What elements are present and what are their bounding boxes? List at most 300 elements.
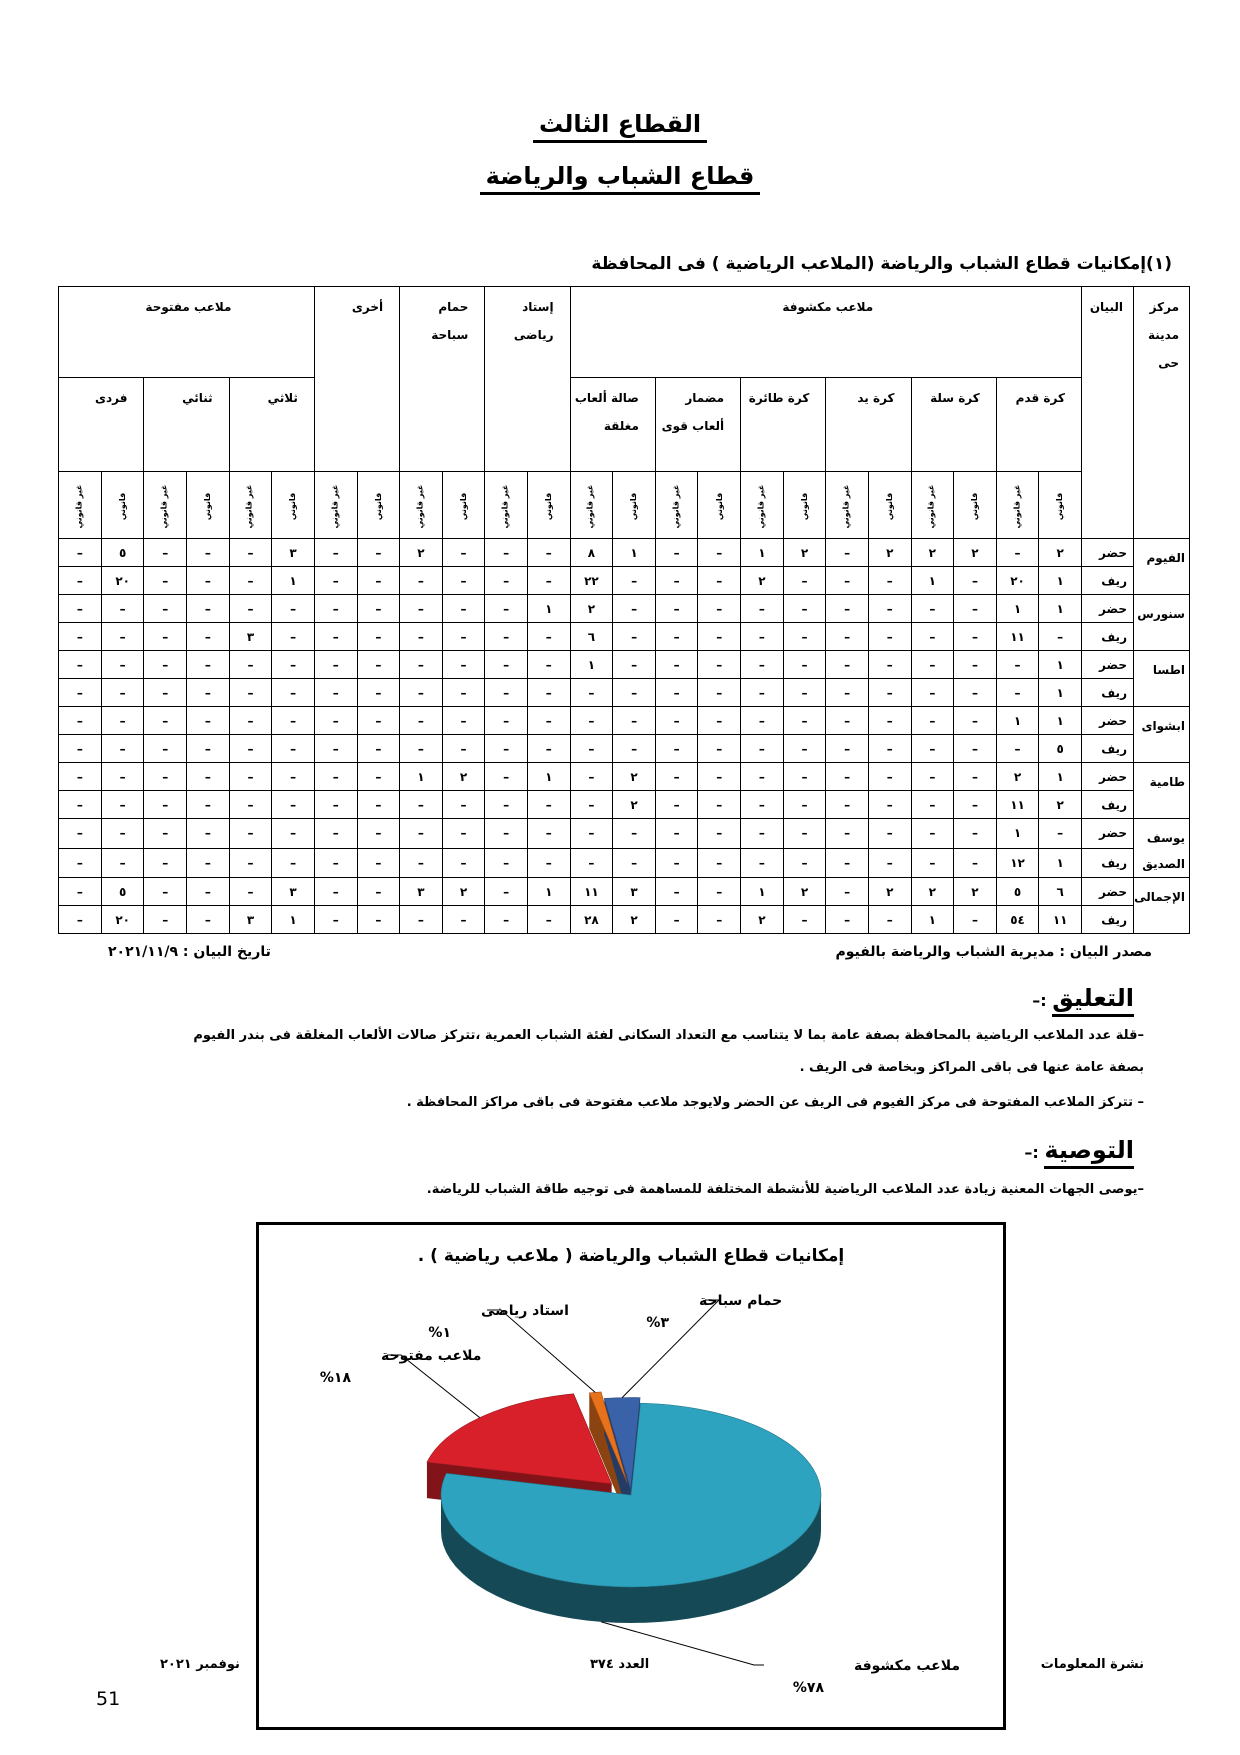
table-cell: –: [101, 595, 144, 623]
table-cell: –: [272, 623, 315, 651]
table-cell: –: [783, 819, 826, 849]
col-label-illegal: غير قانوني: [671, 484, 681, 529]
table-cell: –: [272, 735, 315, 763]
page-number: 51: [96, 1688, 121, 1710]
table-cell: ١: [996, 819, 1039, 849]
table-cell: –: [911, 651, 954, 679]
col-label-legal: قانوني: [629, 492, 639, 521]
table-row: [59, 623, 1190, 651]
table-cell: –: [144, 735, 187, 763]
table-cell: –: [229, 819, 272, 849]
table-cell: –: [314, 763, 357, 791]
table-cell: –: [442, 819, 485, 849]
table-cell: –: [911, 679, 954, 707]
table-cell: –: [783, 623, 826, 651]
table-cell: ١٢: [996, 848, 1039, 878]
table-cell: –: [527, 651, 570, 679]
table-cell: –: [442, 595, 485, 623]
table-cell: –: [613, 623, 656, 651]
table-cell: –: [442, 623, 485, 651]
page-title: القطاع الثالث: [0, 110, 1240, 138]
table-cell: –: [698, 848, 741, 878]
table-cell: –: [400, 735, 443, 763]
table-cell: –: [272, 848, 315, 878]
table-cell: –: [570, 735, 613, 763]
table-cell: –: [485, 878, 528, 906]
table-cell: –: [868, 906, 911, 934]
table-cell: ٢: [613, 906, 656, 934]
table-cell: –: [187, 763, 230, 791]
table-cell: –: [783, 735, 826, 763]
table-row: [59, 791, 1190, 819]
table-cell: –: [144, 539, 187, 567]
footer-publication: نشرة المعلومات: [1040, 1657, 1144, 1672]
table-cell: –: [357, 848, 400, 878]
data-date: تاريخ البيان : ٢٠٢١/١١/٩: [108, 944, 271, 960]
table-cell: –: [144, 819, 187, 849]
table-cell: ١١: [996, 791, 1039, 819]
table-cell: –: [1039, 623, 1082, 651]
table-cell: –: [357, 567, 400, 595]
table-cell: –: [442, 651, 485, 679]
table-cell: –: [698, 679, 741, 707]
row-kind: ريف: [1081, 567, 1133, 595]
table-cell: ٢٢: [570, 567, 613, 595]
table-cell: –: [442, 567, 485, 595]
table-cell: –: [613, 819, 656, 849]
group-covered: ملاعب مكشوفة: [570, 287, 1081, 378]
table-cell: –: [357, 651, 400, 679]
table-row: [59, 906, 1190, 934]
pie-label-2: استاد رياضى: [481, 1303, 569, 1319]
table-cell: –: [655, 651, 698, 679]
table-cell: –: [229, 878, 272, 906]
table-cell: ٣: [229, 906, 272, 934]
table-cell: –: [826, 707, 869, 735]
table-cell: –: [485, 819, 528, 849]
table-cell: –: [570, 763, 613, 791]
table-cell: –: [826, 623, 869, 651]
table-cell: –: [741, 791, 784, 819]
table-cell: ٢٨: [570, 906, 613, 934]
table-cell: –: [187, 651, 230, 679]
table-cell: –: [442, 791, 485, 819]
col-label-legal: قانوني: [800, 492, 810, 521]
table-cell: –: [911, 623, 954, 651]
table-cell: –: [868, 623, 911, 651]
table-cell: –: [442, 848, 485, 878]
table-cell: –: [59, 651, 102, 679]
table-cell: ٢: [954, 539, 997, 567]
group-open: ملاعب مفتوحة: [59, 287, 315, 378]
col-label-illegal: غير قانوني: [585, 484, 595, 529]
table-row: [59, 651, 1190, 679]
table-cell: –: [698, 567, 741, 595]
table-cell: –: [741, 763, 784, 791]
table-cell: –: [826, 735, 869, 763]
pie-leader-1: [387, 1355, 480, 1418]
table-cell: –: [826, 763, 869, 791]
table-cell: –: [527, 791, 570, 819]
table-cell: –: [144, 567, 187, 595]
group-other: أخرى: [314, 287, 399, 472]
table-cell: –: [954, 763, 997, 791]
table-cell: –: [485, 707, 528, 735]
table-cell: –: [314, 819, 357, 849]
table-cell: –: [826, 819, 869, 849]
table-cell: –: [911, 763, 954, 791]
table-cell: –: [996, 679, 1039, 707]
comment-line-3: – تتركز الملاعب المفتوحة فى مركز الفيوم فى الريف عن الحضر ولايوجد ملاعب مفتوحة فى باقى مراكز المحافظة .: [406, 1095, 1144, 1110]
table-cell: ٢: [442, 763, 485, 791]
table-cell: ١: [996, 707, 1039, 735]
table-cell: –: [101, 623, 144, 651]
covered-sub-0: كرة قدم: [996, 378, 1081, 472]
table-cell: ١: [911, 567, 954, 595]
table-cell: ٢: [741, 906, 784, 934]
data-source: مصدر البيان : مديرية الشباب والرياضة بالفيوم: [835, 944, 1152, 960]
pie-leader-2: [487, 1310, 595, 1392]
table-cell: –: [741, 735, 784, 763]
table-cell: –: [314, 595, 357, 623]
covered-sub-3: كرة طائرة: [741, 378, 826, 472]
table-cell: –: [655, 679, 698, 707]
table-row: [59, 735, 1190, 763]
table-cell: ١: [527, 595, 570, 623]
table-cell: –: [996, 539, 1039, 567]
table-cell: ٦: [1039, 878, 1082, 906]
table-cell: –: [826, 651, 869, 679]
table-cell: –: [527, 567, 570, 595]
table-cell: ١: [1039, 848, 1082, 878]
table-cell: –: [570, 819, 613, 849]
table-cell: –: [400, 848, 443, 878]
col-label-illegal: غير قانوني: [841, 484, 851, 529]
covered-sub-5: صالة ألعاب مغلقة: [570, 378, 655, 472]
col-label-illegal: غير قانوني: [159, 484, 169, 529]
row-kind: ريف: [1081, 848, 1133, 878]
table-cell: ١: [741, 878, 784, 906]
row-center-name: طامية: [1133, 763, 1189, 819]
table-cell: –: [357, 791, 400, 819]
table-row: [59, 679, 1190, 707]
table-row: [59, 819, 1190, 849]
table-cell: –: [826, 567, 869, 595]
table-cell: –: [59, 679, 102, 707]
col-label-legal: قانوني: [288, 492, 298, 521]
pie-pct-label-1: %١٨: [319, 1370, 351, 1386]
sports-facilities-table: [58, 286, 1190, 934]
table-cell: –: [527, 707, 570, 735]
table-cell: –: [613, 651, 656, 679]
table-cell: –: [400, 679, 443, 707]
table-cell: –: [954, 906, 997, 934]
table-cell: ٢: [741, 567, 784, 595]
table-cell: –: [59, 906, 102, 934]
table-cell: –: [613, 848, 656, 878]
table-cell: –: [655, 539, 698, 567]
table-cell: –: [101, 791, 144, 819]
pie-pct-label-2: %١: [428, 1325, 451, 1341]
table-cell: –: [783, 763, 826, 791]
table-cell: –: [400, 791, 443, 819]
table-cell: ٥٤: [996, 906, 1039, 934]
row-center-name: الفيوم: [1133, 539, 1189, 595]
table-cell: –: [954, 707, 997, 735]
table-cell: ١: [1039, 763, 1082, 791]
table-cell: –: [655, 906, 698, 934]
table-cell: –: [314, 651, 357, 679]
row-center-name: الإجمالى: [1133, 878, 1189, 934]
open-sub-1: ثنائي: [144, 378, 229, 472]
table-cell: –: [229, 763, 272, 791]
table-row: [59, 878, 1190, 906]
table-cell: –: [613, 595, 656, 623]
pie-chart: [256, 1222, 1006, 1730]
col-label-legal: قانوني: [885, 492, 895, 521]
col-label-legal: قانوني: [714, 492, 724, 521]
table-row: [59, 539, 1190, 567]
table-cell: ٢: [1039, 791, 1082, 819]
table-cell: –: [826, 906, 869, 934]
table-cell: ٣: [272, 878, 315, 906]
table-cell: –: [314, 679, 357, 707]
head-statement: البيان: [1081, 287, 1133, 539]
table-cell: –: [655, 623, 698, 651]
table-cell: –: [1039, 819, 1082, 849]
table-row: [59, 595, 1190, 623]
footer-issue: العدد ٣٧٤: [590, 1657, 650, 1672]
table-cell: –: [826, 539, 869, 567]
table-cell: –: [357, 878, 400, 906]
table-cell: –: [187, 819, 230, 849]
table-cell: –: [613, 707, 656, 735]
table-cell: –: [59, 763, 102, 791]
table-cell: –: [698, 906, 741, 934]
table-cell: –: [314, 735, 357, 763]
row-kind: ريف: [1081, 679, 1133, 707]
col-label-illegal: غير قانوني: [330, 484, 340, 529]
table-cell: ٢: [400, 539, 443, 567]
table-cell: –: [485, 567, 528, 595]
table-cell: –: [826, 848, 869, 878]
table-cell: –: [144, 791, 187, 819]
table-cell: –: [954, 791, 997, 819]
table-cell: –: [357, 623, 400, 651]
table-cell: –: [144, 595, 187, 623]
table-cell: ٨: [570, 539, 613, 567]
table-cell: –: [187, 878, 230, 906]
table-cell: –: [400, 819, 443, 849]
pie-label-0: ملاعب مكشوفة: [854, 1658, 961, 1674]
table-cell: –: [59, 707, 102, 735]
table-cell: –: [527, 848, 570, 878]
table-cell: –: [911, 791, 954, 819]
table-cell: –: [314, 539, 357, 567]
comment-heading: التعليق :–: [1032, 984, 1134, 1012]
head-center: مركز مدينة حى: [1133, 287, 1189, 539]
table-cell: ١١: [996, 623, 1039, 651]
table-cell: –: [442, 707, 485, 735]
table-cell: –: [59, 848, 102, 878]
table-cell: ٣: [229, 623, 272, 651]
table-cell: –: [826, 791, 869, 819]
table-cell: –: [101, 679, 144, 707]
table-cell: –: [954, 651, 997, 679]
table-cell: –: [144, 623, 187, 651]
table-cell: –: [783, 791, 826, 819]
table-cell: ٥: [996, 878, 1039, 906]
table-row: [59, 848, 1190, 878]
table-cell: –: [314, 848, 357, 878]
table-cell: –: [229, 848, 272, 878]
table-cell: –: [229, 651, 272, 679]
table-cell: –: [272, 595, 315, 623]
table-cell: –: [954, 679, 997, 707]
table-cell: ٢: [911, 878, 954, 906]
group-pool: حمام سباحة: [400, 287, 485, 472]
row-center-name: يوسف الصديق: [1133, 819, 1189, 878]
row-kind: ريف: [1081, 623, 1133, 651]
table-cell: –: [101, 735, 144, 763]
table-cell: –: [442, 735, 485, 763]
footer-date: نوفمبر ٢٠٢١: [160, 1657, 240, 1672]
table-cell: –: [954, 819, 997, 849]
table-cell: ٢: [442, 878, 485, 906]
col-label-legal: قانوني: [1055, 492, 1065, 521]
table-cell: –: [485, 763, 528, 791]
table-cell: –: [357, 539, 400, 567]
table-cell: ١: [1039, 651, 1082, 679]
table-cell: –: [868, 595, 911, 623]
table-cell: –: [783, 906, 826, 934]
table-cell: –: [954, 567, 997, 595]
table-cell: –: [868, 791, 911, 819]
table-cell: ١: [527, 763, 570, 791]
table-cell: –: [59, 819, 102, 849]
comment-line-2: بصفة عامة عنها فى باقى المراكز وبخاصة فى الريف .: [799, 1060, 1144, 1075]
table-cell: –: [229, 595, 272, 623]
table-cell: –: [741, 819, 784, 849]
table-cell: –: [400, 595, 443, 623]
table-cell: ١: [741, 539, 784, 567]
table-cell: –: [868, 763, 911, 791]
table-cell: –: [527, 539, 570, 567]
table-cell: ٢: [783, 878, 826, 906]
table-cell: –: [868, 707, 911, 735]
row-center-name: سنورس: [1133, 595, 1189, 651]
table-cell: ٢: [1039, 539, 1082, 567]
table-cell: –: [783, 679, 826, 707]
table-cell: ١: [613, 539, 656, 567]
table-cell: ١: [272, 906, 315, 934]
table-cell: –: [783, 567, 826, 595]
table-cell: –: [783, 595, 826, 623]
table-cell: ٢٠: [101, 906, 144, 934]
table-cell: ٢: [868, 539, 911, 567]
table-cell: –: [655, 567, 698, 595]
table-cell: –: [229, 567, 272, 595]
table-cell: –: [187, 595, 230, 623]
table-cell: –: [101, 848, 144, 878]
table-cell: –: [868, 819, 911, 849]
table-row: [59, 763, 1190, 791]
group-stadium: إستاد رياضى: [485, 287, 570, 472]
table-cell: –: [400, 707, 443, 735]
table-cell: –: [868, 679, 911, 707]
col-label-illegal: غير قانوني: [926, 484, 936, 529]
row-kind: حضر: [1081, 707, 1133, 735]
row-center-name: اطسا: [1133, 651, 1189, 707]
table-cell: –: [911, 735, 954, 763]
table-cell: –: [613, 567, 656, 595]
table-cell: –: [187, 679, 230, 707]
table-cell: –: [954, 848, 997, 878]
table-cell: ١١: [1039, 906, 1082, 934]
table-cell: –: [655, 595, 698, 623]
table-cell: ١: [996, 595, 1039, 623]
row-kind: حضر: [1081, 651, 1133, 679]
table-cell: –: [144, 763, 187, 791]
open-sub-0: ثلاثي: [229, 378, 314, 472]
col-label-illegal: غير قانوني: [415, 484, 425, 529]
table-cell: –: [655, 707, 698, 735]
table-cell: –: [655, 763, 698, 791]
table-cell: ١: [1039, 595, 1082, 623]
table-cell: –: [101, 651, 144, 679]
table-cell: –: [868, 848, 911, 878]
row-kind: حضر: [1081, 539, 1133, 567]
table-cell: –: [996, 735, 1039, 763]
table-cell: –: [400, 906, 443, 934]
table-cell: –: [741, 707, 784, 735]
table-cell: –: [954, 623, 997, 651]
table-title: (١)إمكانيات قطاع الشباب والرياضة (الملاعب الرياضية ) فى المحافظة: [591, 254, 1172, 274]
table-cell: ٢: [570, 595, 613, 623]
row-kind: ريف: [1081, 791, 1133, 819]
table-cell: –: [357, 763, 400, 791]
recommendation-line-1: –يوصى الجهات المعنية زيادة عدد الملاعب الرياضية للأنشطة المختلفة للمساهمة فى توجيه طاقة الشباب للرياضة.: [426, 1182, 1144, 1197]
table-cell: –: [655, 735, 698, 763]
table-cell: –: [400, 567, 443, 595]
pie-pct-label-0: %٧٨: [792, 1680, 824, 1696]
table-cell: –: [485, 595, 528, 623]
table-cell: –: [698, 539, 741, 567]
table-cell: –: [144, 679, 187, 707]
row-kind: حضر: [1081, 819, 1133, 849]
covered-sub-2: كرة يد: [826, 378, 911, 472]
table-cell: –: [59, 735, 102, 763]
table-cell: –: [229, 707, 272, 735]
table-cell: –: [655, 819, 698, 849]
table-cell: –: [314, 791, 357, 819]
table-cell: –: [229, 679, 272, 707]
comment-line-1: –قلة عدد الملاعب الرياضية بالمحافظة بصفة عامة بما لا يتناسب مع التعداد السكانى لفئة الشباب العمرية ،تتركز صالات الألعاب المغلقة فى بندر الفيوم: [193, 1028, 1144, 1043]
row-kind: حضر: [1081, 763, 1133, 791]
recommendation-heading: التوصية :–: [1024, 1136, 1134, 1164]
table-cell: ٣: [613, 878, 656, 906]
table-cell: –: [783, 651, 826, 679]
table-cell: –: [655, 848, 698, 878]
table-cell: –: [314, 878, 357, 906]
table-cell: –: [570, 848, 613, 878]
table-cell: –: [613, 679, 656, 707]
table-cell: –: [442, 679, 485, 707]
table-cell: ١: [400, 763, 443, 791]
table-cell: –: [357, 595, 400, 623]
table-cell: –: [613, 735, 656, 763]
table-cell: –: [187, 906, 230, 934]
